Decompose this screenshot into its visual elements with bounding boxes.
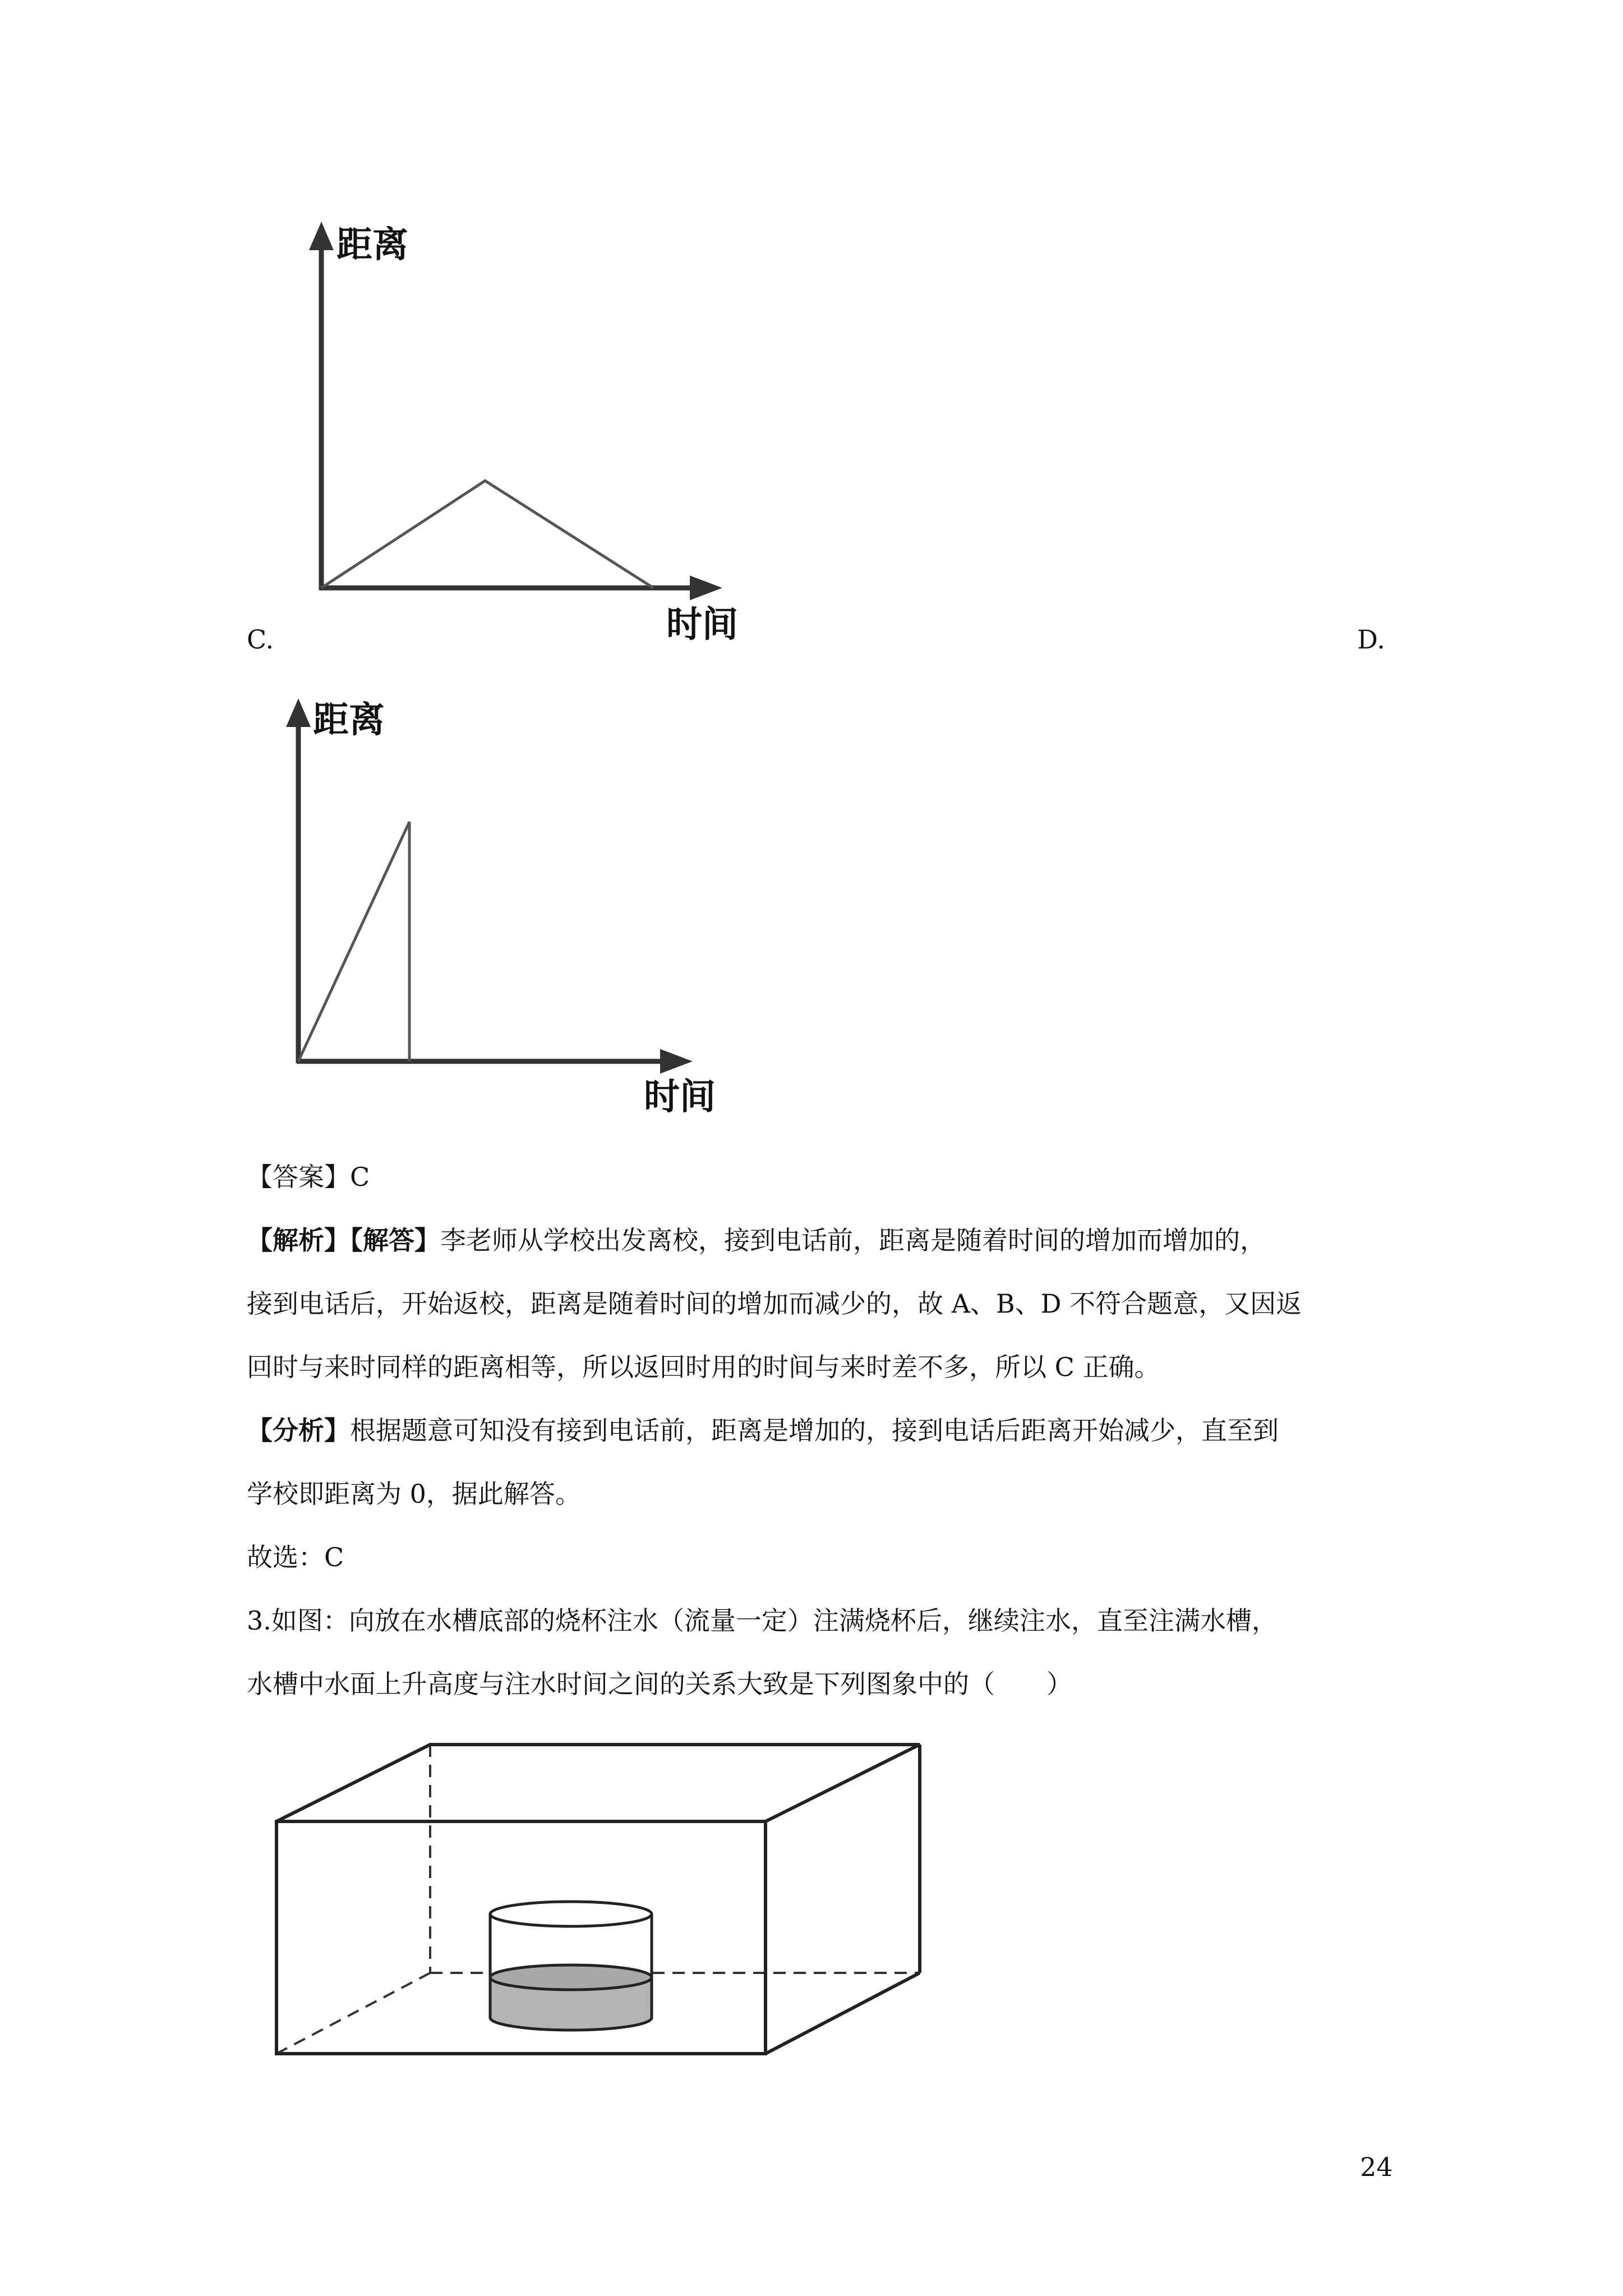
graph-c-x-arrow: [690, 576, 722, 600]
final-choice: 故选：C: [247, 1542, 344, 1572]
graph-c-x-label: 时间: [666, 604, 738, 646]
page-number: 24: [1360, 2152, 1393, 2182]
graph-d-y-arrow: [286, 698, 311, 727]
explanation-line-1: [247, 1227, 1266, 1253]
answer-value: C: [350, 1162, 370, 1192]
graph-d-y-label: 距离: [313, 700, 385, 741]
analysis-line-1: [247, 1415, 1279, 1446]
question3-line-1: 3.如图：向放在水槽底部的烧杯注水（流量一定）注满烧杯后，继续注水，直至注满水槽，: [247, 1605, 1278, 1636]
answer-heading: 【答案】: [247, 1162, 350, 1192]
option-c-label: C.: [247, 624, 274, 655]
beaker: [490, 1902, 652, 2030]
tank-figure: [276, 1745, 920, 2054]
explanation-line-3: 回时与来时同样的距离相等，所以返回时用的时间与来时差不多，所以 C 正确。: [247, 1352, 1160, 1382]
graph-c-y-arrow: [309, 222, 334, 250]
analysis-heading: 【分析】: [247, 1415, 350, 1446]
explanation-heading: 【解析】【解答】: [247, 1225, 440, 1255]
graph-d-x-arrow: [660, 1049, 693, 1074]
graph-c-line: [321, 481, 653, 588]
option-d-label: D.: [1357, 624, 1385, 655]
question3-line-2: 水槽中水面上升高度与注水时间之间的关系大致是下列图象中的（ ）: [247, 1669, 1072, 1699]
explanation-text-1: 李老师从学校出发离校，接到电话前，距离是随着时间的增加而增加的，: [440, 1225, 1266, 1255]
explanation-line-2: 接到电话后，开始返校，距离是随着时间的增加而减少的，故 A、B、D 不符合题意，又因返: [247, 1289, 1302, 1319]
graph-d-x-label: 时间: [644, 1076, 716, 1118]
analysis-line-2: 学校即距离为 0，据此解答。: [247, 1479, 581, 1509]
analysis-text-1: 根据题意可知没有接到电话前，距离是增加的，接到电话后距离开始减少，直至到: [350, 1415, 1279, 1446]
graph-c-y-label: 距离: [336, 224, 408, 266]
graph-d-line: [298, 822, 409, 1061]
answer-line: [247, 1164, 370, 1190]
